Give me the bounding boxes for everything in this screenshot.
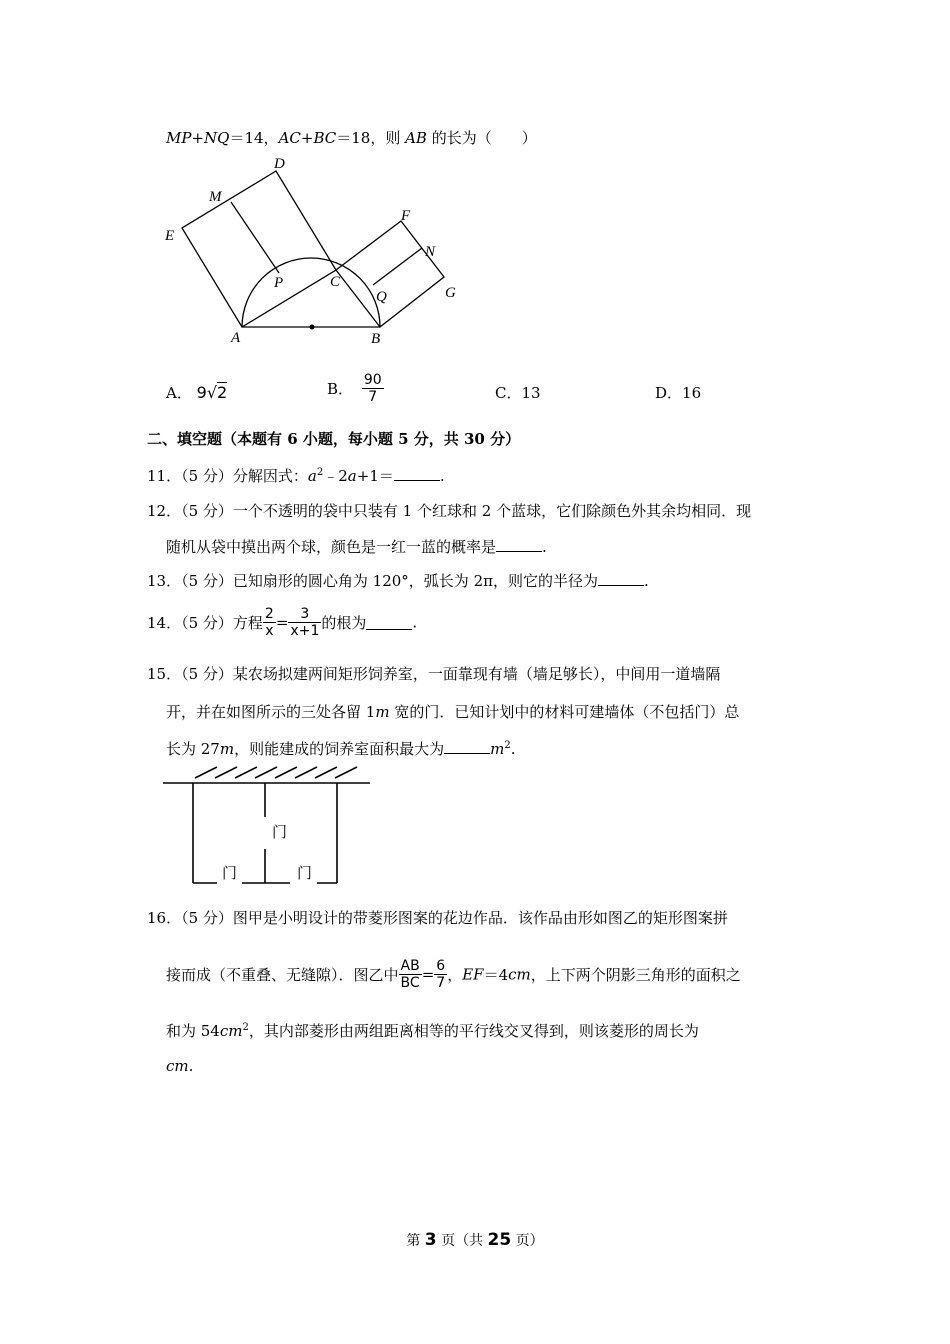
label-B: B: [371, 331, 381, 347]
door-label-left: 门: [222, 866, 238, 882]
q13-answer-blank: [598, 571, 644, 586]
q11: 11．（5 分）分解因式：$a^2﹣2a+1=$ .: [147, 467, 445, 485]
label-D: D: [274, 156, 285, 172]
q12-line2: 随机从袋中摸出两个球，颜色是一红一蓝的概率是 .: [166, 538, 547, 556]
q15-answer-blank: [444, 739, 490, 754]
q10-option-b: B． $\frac{90}{7}$: [327, 372, 382, 405]
label-F: F: [401, 208, 411, 224]
q10-stem: MP+NQ＝14，AC+BC＝18，则 AB 的长为（ ）: [166, 129, 537, 147]
q12-line1: 12．（5 分）一个不透明的袋中只装有 1 个红球和 2 个蓝球，它们除颜色外其余均相同．现: [147, 502, 752, 520]
q10-option-d: D．16: [655, 384, 702, 402]
q13: 13．（5 分）已知扇形的圆心角为 120°，弧长为 2π，则它的半径为 .: [147, 572, 649, 590]
q12-answer-blank: [496, 537, 542, 552]
q10-option-a: A． 9√2: [166, 383, 228, 402]
label-G: G: [445, 285, 456, 301]
q16-line3: 和为 $54cm^2$，其内部菱形由两组距离相等的平行线交叉得到，则该菱形的周长为: [166, 1022, 699, 1040]
center-dot: [310, 325, 315, 330]
q16-line2: 接而成（不重叠、无缝隙）．图乙中 $\frac{AB}{BC}$ = $\frac{6}{7}$ ，EF＝4cm，上下两个阴影三角形的面积之: [166, 958, 741, 991]
label-C: C: [330, 274, 341, 290]
q15-enclosure-figure: [160, 765, 375, 890]
q10-geometry-figure: [160, 150, 470, 350]
door-label-middle: 门: [272, 825, 288, 841]
label-Q: Q: [376, 289, 387, 305]
q15-line2: 开，并在如图所示的三处各留 1m 宽的门．已知计划中的材料可建墙体（不包括门）总: [166, 703, 740, 721]
q16-line1: 16．（5 分）图甲是小明设计的带菱形图案的花边作品．该作品由形如图乙的矩形图案拼: [147, 909, 728, 927]
page-footer: 第 3 页（共 25 页）: [406, 1230, 544, 1250]
q14-answer-blank: [366, 615, 412, 630]
door-label-right: 门: [297, 866, 313, 882]
q15-line3: 长为 27m，则能建成的饲养室面积最大为 $m^2$.: [166, 740, 516, 758]
q11-answer-blank: [394, 466, 440, 481]
q14: 14．（5 分）方程 $\frac{2}{x}$ = $\frac{3}{x+1}$ 的根为 .: [147, 606, 418, 639]
label-A: A: [231, 330, 241, 346]
label-N: N: [425, 244, 436, 260]
label-M: M: [209, 189, 222, 205]
q10-option-c: C．13: [495, 384, 541, 402]
q15-line1: 15．（5 分）某农场拟建两间矩形饲养室，一面靠现有墙（墙足够长），中间用一道墙隔: [147, 665, 721, 683]
label-P: P: [274, 275, 284, 291]
label-E: E: [165, 228, 175, 244]
q16-line4: cm.: [166, 1057, 194, 1075]
section-2-title: 二、填空题（本题有 6 小题，每小题 5 分，共 30 分）: [147, 430, 521, 448]
